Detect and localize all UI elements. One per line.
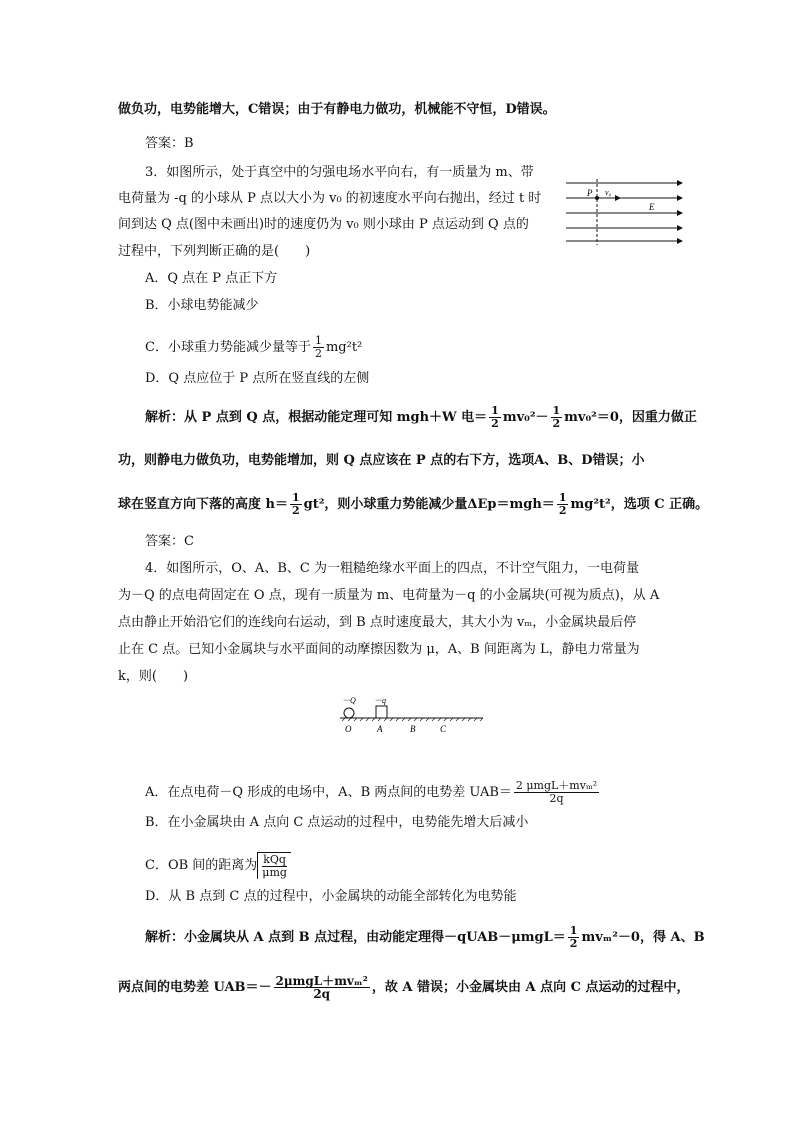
option-d: D．从 B 点到 C 点的过程中，小金属块的动能全部转化为电势能 <box>145 889 517 904</box>
fraction-uab: $\frac{\text{2 μmgL＋mvₘ²}}{2q}$ <box>515 779 598 805</box>
fraction-half: $\frac{1}{2}$ <box>569 924 578 950</box>
option-c-tail: mg²t² <box>325 340 363 355</box>
answer-line: 答案：B <box>145 136 194 151</box>
sqrt-distance: kQq μmg <box>257 852 291 879</box>
solution-4-line: 解析：小金属块从 A 点到 B 点过程，由动能定理得－qUAB－μmgL＝ $\frac{1}{2}$ mvₘ²－0，得 A、B <box>145 924 705 950</box>
question-3-line: 3．如图所示，处于真空中的匀强电场水平向右，有一质量为 m、带 <box>145 165 534 180</box>
question-3-line: 电荷量为 -q 的小球从 P 点以大小为 v₀ 的初速度水平向右抛出，经过 t 时 <box>118 191 542 206</box>
surface-figure <box>338 694 486 736</box>
question-4-line: 点由静止开始沿它们的连线向右运动，到 B 点时速度最大，其大小为 vₘ，小金属块最后停 <box>118 615 637 630</box>
metal-block <box>376 706 387 718</box>
question-3-line: 过程中，下列判断正确的是( ) <box>118 244 311 259</box>
option-b: B．小球电势能减少 <box>145 298 259 313</box>
fraction-half: $\frac{1}{2}$ <box>291 491 300 517</box>
point-o-label: O <box>345 724 352 734</box>
velocity-label: v₀ <box>605 188 612 197</box>
ball-p <box>595 196 599 200</box>
fraction-half: $\frac{1}{2}$ <box>552 404 561 430</box>
option-c: C．OB 间的距离为 kQq μmg <box>145 852 291 879</box>
option-b: B．在小金属块由 A 点向 C 点运动的过程中，电势能先增大后减小 <box>145 815 529 830</box>
option-d: D．Q 点应位于 P 点所在竖直线的左侧 <box>145 371 370 386</box>
fraction-half: $\frac{1}{2}$ <box>314 334 322 360</box>
point-p-label: P <box>587 188 593 198</box>
solution-3-line: 解析：从 P 点到 Q 点，根据动能定理可知 mgh＋W 电＝ $\frac{1}{2}$ mv₀²－ $\frac{1}{2}$ mv₀²＝0，因重力做正 <box>145 404 697 430</box>
solution-3-line: 球在竖直方向下落的高度 h＝ $\frac{1}{2}$ gt²，则小球重力势能减少量ΔEp＝mgh＝ $\frac{1}{2}$ mg²t²，选项 C 正确。 <box>118 491 709 517</box>
question-3-line: 间到达 Q 点(图中未画出)时的速度仍为 v₀ 则小球由 P 点运动到 Q 点的 <box>118 217 529 232</box>
question-4-line: 止在 C 点。已知小金属块与水平面间的动摩擦因数为 μ，A、B 间距离为 L，静电力常量为 <box>118 642 640 657</box>
charge-neg-Q-label: －Q <box>342 696 356 705</box>
fraction-uab: $\frac{\text{2μmgL＋mvₘ²}}{2q}$ <box>275 974 368 1001</box>
electric-field-figure <box>564 175 686 247</box>
point-b-label: B <box>410 724 416 734</box>
solution-3-line: 功，则静电力做负功，电势能增加，则 Q 点应该在 P 点的右下方，选项A、B、D错误；小 <box>118 453 645 468</box>
fraction-half: $\frac{1}{2}$ <box>558 491 567 517</box>
answer-line: 答案：C <box>145 534 194 549</box>
solution-4-line: 两点间的电势差 UAB＝－ $\frac{\text{2μmgL＋mvₘ²}}{2q}$ ，故 A 错误；小金属块由 A 点向 C 点运动的过程中， <box>118 974 690 1001</box>
charge-neg-q-label: －q <box>374 696 386 705</box>
field-e-label: E <box>649 202 655 212</box>
question-4-line: k，则( ) <box>118 669 189 684</box>
option-c <box>145 335 362 360</box>
option-a: A．Q 点在 P 点正下方 <box>145 271 278 286</box>
option-a: A．在点电荷－Q 形成的电场中，A、B 两点间的电势差 UAB＝ $\frac{\text{2 μmgL＋mvₘ²}}{2q}$ <box>145 779 598 805</box>
question-4-line: 4．如图所示，O、A、B、C 为一粗糙绝缘水平面上的四点，不计空气阻力，一电荷量 <box>145 561 639 576</box>
option-c-text: C．小球重力势能减少量等于 <box>145 340 311 355</box>
field-lines <box>566 183 682 241</box>
question-4-line: 为－Q 的点电荷固定在 O 点，现有一质量为 m、电荷量为－q 的小金属块(可视为质点)，从 A <box>118 588 660 603</box>
point-a-label: A <box>377 724 383 734</box>
fraction-half: $\frac{1}{2}$ <box>491 404 499 430</box>
point-charge-circle <box>344 708 354 718</box>
text-line: 做负功，电势能增大，C错误；由于有静电力做功，机械能不守恒，D错误。 <box>118 102 556 117</box>
point-c-label: C <box>440 724 447 734</box>
